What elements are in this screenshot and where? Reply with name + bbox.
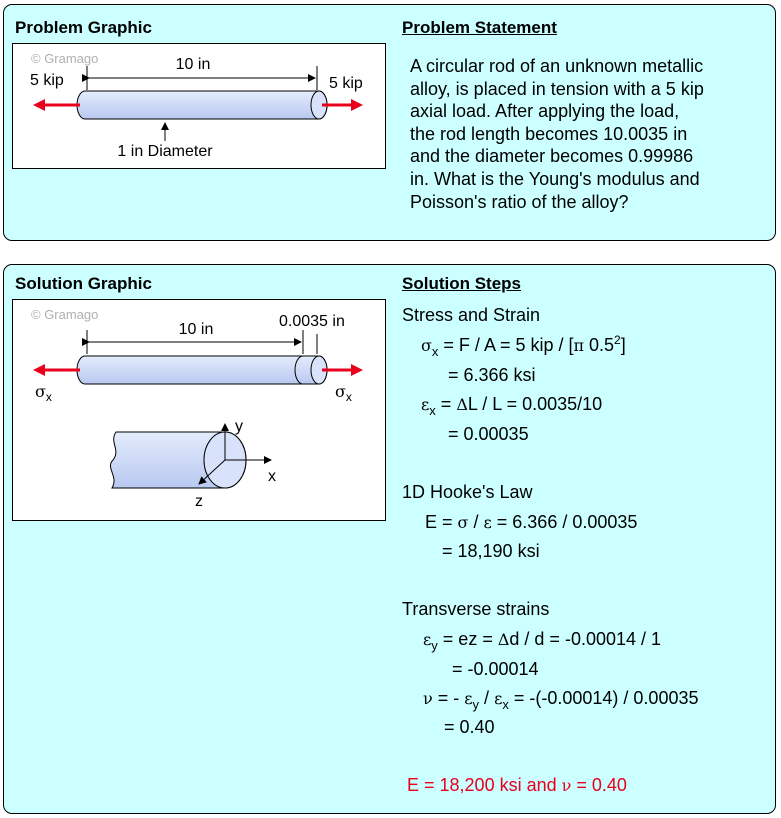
modulus-eq-pre: E = (425, 512, 458, 532)
nu-symbol: ν (423, 689, 433, 708)
epsilon-symbol: ε (494, 689, 503, 708)
epsilon-symbol: ε (421, 395, 430, 414)
epsilon-subscript: x (502, 697, 509, 712)
solution-panel (3, 264, 776, 814)
statement-line: Poisson's ratio of the alloy? (410, 191, 629, 212)
final-answer (407, 774, 627, 797)
load-label-right: 5 kip (329, 75, 363, 92)
strain-eq-pre: = (435, 394, 457, 414)
statement-line: and the diameter becomes 0.99986 (410, 146, 694, 167)
sigma-superscript: 2 (614, 333, 621, 347)
sigma-eq-mid: 0.5 (584, 335, 615, 355)
axis-z-label: z (195, 493, 203, 510)
problem-graphic-title: Problem Graphic (15, 18, 152, 37)
final-answer-pre: E = 18,200 ksi and (407, 775, 562, 795)
axis-y-label: y (235, 418, 243, 435)
problem-graphic-svg (13, 44, 387, 170)
diameter-label: 1 in Diameter (117, 143, 213, 160)
axis-x-label: x (268, 468, 276, 485)
transverse-eq-pre: = ez = (437, 629, 498, 649)
stress-sigma-right: σ (335, 382, 346, 401)
copyright-text: © Gramago (31, 51, 99, 66)
epsilon-symbol: ε (423, 630, 432, 649)
modulus-equation (425, 511, 637, 534)
solution-steps-title: Solution Steps (402, 274, 521, 293)
statement-line: the rod length becomes 10.0035 in (410, 123, 688, 144)
sigma-symbol: σ (457, 513, 469, 532)
epsilon-subscript: x (429, 403, 436, 418)
load-label-left: 5 kip (30, 72, 64, 89)
stress-sub-left: x (45, 390, 52, 404)
transverse-eq-post: d / d = -0.00014 / 1 (509, 629, 662, 649)
stress-sigma-left: σ (35, 382, 46, 401)
strain-result: = 0.00035 (448, 424, 529, 444)
sigma-symbol: σ (421, 336, 432, 355)
delta-symbol: Δ (497, 630, 510, 649)
statement-line: alloy, is placed in tension with a 5 kip (410, 78, 704, 99)
sigma-equation (421, 334, 626, 357)
epsilon-subscript: y (472, 697, 480, 712)
pi-symbol: π (573, 336, 585, 355)
transverse-strain-result: = -0.00014 (452, 659, 539, 679)
length-label: 10 in (175, 56, 211, 73)
poisson-eq-mid: / (479, 688, 495, 708)
length-label: 10 in (178, 321, 214, 338)
strain-eq-post: L / L = 0.0035/10 (467, 394, 603, 414)
solution-steps (4, 265, 775, 813)
transverse-strain-equation (423, 628, 661, 651)
poisson-result: = 0.40 (444, 717, 495, 737)
solution-graphic-title: Solution Graphic (15, 274, 152, 293)
poisson-eq-post: = -(-0.00014) / 0.00035 (508, 688, 699, 708)
problem-panel (3, 4, 776, 241)
problem-statement-title: Problem Statement (402, 18, 557, 37)
hooke-heading: 1D Hooke's Law (402, 482, 533, 502)
stress-strain-heading: Stress and Strain (402, 305, 541, 325)
sigma-subscript: x (431, 344, 439, 359)
statement-line: in. What is the Young's modulus and (410, 168, 700, 189)
sigma-eq-pre: = F / A = 5 kip / [ (438, 335, 574, 355)
problem-statement-text (410, 55, 770, 213)
sigma-result: = 6.366 ksi (448, 365, 536, 385)
load-arrowhead-left (33, 99, 45, 111)
elongation-label: 0.0035 in (279, 313, 345, 330)
modulus-eq-post: = 6.366 / 0.00035 (491, 512, 638, 532)
final-answer-post: = 0.40 (571, 775, 627, 795)
nu-symbol: ν (561, 776, 572, 795)
modulus-eq-mid: / (468, 512, 484, 532)
stress-sub-right: x (345, 390, 352, 404)
strain-equation (421, 393, 602, 416)
copyright-text: © Gramago (31, 307, 99, 322)
statement-line: axial load. After applying the load, (410, 101, 680, 122)
delta-symbol: Δ (456, 395, 468, 414)
modulus-result: = 18,190 ksi (442, 541, 540, 561)
epsilon-symbol: ε (483, 513, 492, 532)
epsilon-subscript: y (431, 638, 438, 653)
poisson-eq-pre: = - (432, 688, 465, 708)
epsilon-symbol: ε (464, 689, 473, 708)
poisson-equation (423, 687, 698, 710)
transverse-heading: Transverse strains (402, 599, 550, 619)
statement-line: A circular rod of an unknown metallic (410, 56, 704, 76)
rod (77, 91, 327, 119)
load-arrowhead-right (351, 99, 363, 111)
problem-graphic-box (12, 43, 386, 169)
sigma-eq-post: ] (620, 335, 626, 355)
